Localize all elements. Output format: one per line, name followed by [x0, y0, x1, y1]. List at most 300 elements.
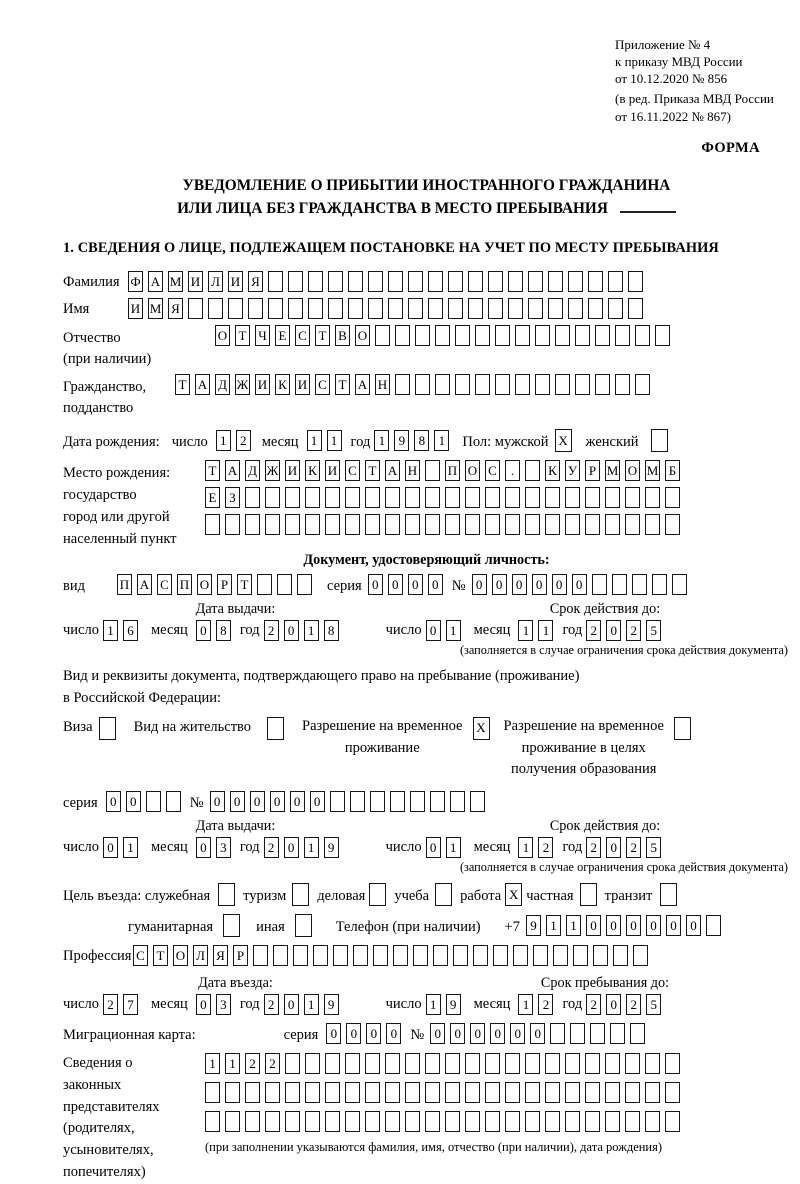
- identity-issue-year[interactable]: [264, 620, 344, 641]
- char-cell[interactable]: 0: [470, 1023, 485, 1044]
- char-cell[interactable]: [605, 514, 620, 535]
- char-cell[interactable]: 6: [123, 620, 138, 641]
- char-cell[interactable]: 9: [526, 915, 541, 936]
- char-cell[interactable]: 0: [196, 837, 211, 858]
- char-cell[interactable]: О: [173, 945, 188, 966]
- char-cell[interactable]: В: [335, 325, 350, 346]
- char-cell[interactable]: [672, 574, 687, 595]
- char-cell[interactable]: [445, 1053, 460, 1074]
- char-cell[interactable]: [292, 883, 309, 906]
- visa-checkbox[interactable]: [99, 717, 116, 740]
- char-cell[interactable]: [651, 429, 668, 452]
- char-cell[interactable]: 0: [626, 915, 641, 936]
- char-cell[interactable]: [645, 487, 660, 508]
- char-cell[interactable]: [285, 514, 300, 535]
- char-cell[interactable]: 2: [264, 994, 279, 1015]
- char-cell[interactable]: 0: [646, 915, 661, 936]
- char-cell[interactable]: [393, 945, 408, 966]
- char-cell[interactable]: [665, 487, 680, 508]
- birthplace-input-row1[interactable]: [205, 460, 685, 481]
- char-cell[interactable]: 0: [532, 574, 547, 595]
- char-cell[interactable]: [390, 791, 405, 812]
- char-cell[interactable]: [585, 1082, 600, 1103]
- char-cell[interactable]: [548, 298, 563, 319]
- char-cell[interactable]: [575, 325, 590, 346]
- char-cell[interactable]: [365, 514, 380, 535]
- char-cell[interactable]: [535, 374, 550, 395]
- char-cell[interactable]: 2: [586, 994, 601, 1015]
- char-cell[interactable]: [225, 1111, 240, 1132]
- char-cell[interactable]: [505, 1053, 520, 1074]
- char-cell[interactable]: [365, 1111, 380, 1132]
- char-cell[interactable]: [632, 574, 647, 595]
- char-cell[interactable]: [665, 514, 680, 535]
- char-cell[interactable]: [369, 883, 386, 906]
- char-cell[interactable]: [568, 271, 583, 292]
- purpose-business-checkbox[interactable]: [369, 883, 386, 906]
- char-cell[interactable]: [565, 1053, 580, 1074]
- purpose-transit-checkbox[interactable]: [660, 883, 677, 906]
- char-cell[interactable]: [405, 1082, 420, 1103]
- char-cell[interactable]: [205, 1111, 220, 1132]
- doc-seriya-input[interactable]: [368, 574, 448, 595]
- char-cell[interactable]: 0: [326, 1023, 341, 1044]
- char-cell[interactable]: 1: [426, 994, 441, 1015]
- char-cell[interactable]: [485, 1111, 500, 1132]
- char-cell[interactable]: 0: [606, 620, 621, 641]
- char-cell[interactable]: Д: [245, 460, 260, 481]
- char-cell[interactable]: 2: [264, 620, 279, 641]
- doc-type-input[interactable]: [117, 574, 317, 595]
- char-cell[interactable]: [665, 1082, 680, 1103]
- char-cell[interactable]: [450, 791, 465, 812]
- char-cell[interactable]: У: [565, 460, 580, 481]
- char-cell[interactable]: 0: [388, 574, 403, 595]
- char-cell[interactable]: П: [117, 574, 132, 595]
- char-cell[interactable]: [505, 487, 520, 508]
- char-cell[interactable]: 9: [324, 837, 339, 858]
- char-cell[interactable]: 1: [304, 620, 319, 641]
- char-cell[interactable]: 1: [566, 915, 581, 936]
- char-cell[interactable]: [433, 945, 448, 966]
- char-cell[interactable]: 0: [530, 1023, 545, 1044]
- char-cell[interactable]: [305, 1053, 320, 1074]
- char-cell[interactable]: [385, 514, 400, 535]
- entry-day[interactable]: [103, 994, 143, 1015]
- char-cell[interactable]: 0: [230, 791, 245, 812]
- char-cell[interactable]: 0: [572, 574, 587, 595]
- char-cell[interactable]: [253, 945, 268, 966]
- char-cell[interactable]: [208, 298, 223, 319]
- gender-female-checkbox[interactable]: [651, 429, 668, 452]
- char-cell[interactable]: [455, 325, 470, 346]
- char-cell[interactable]: [375, 325, 390, 346]
- char-cell[interactable]: А: [355, 374, 370, 395]
- char-cell[interactable]: [445, 1082, 460, 1103]
- char-cell[interactable]: [706, 915, 721, 936]
- char-cell[interactable]: [330, 791, 345, 812]
- char-cell[interactable]: 0: [126, 791, 141, 812]
- char-cell[interactable]: X: [505, 883, 522, 906]
- char-cell[interactable]: [265, 487, 280, 508]
- char-cell[interactable]: [628, 298, 643, 319]
- char-cell[interactable]: Б: [665, 460, 680, 481]
- char-cell[interactable]: [470, 791, 485, 812]
- char-cell[interactable]: [468, 271, 483, 292]
- char-cell[interactable]: 1: [446, 837, 461, 858]
- char-cell[interactable]: [428, 298, 443, 319]
- char-cell[interactable]: [99, 717, 116, 740]
- char-cell[interactable]: [388, 298, 403, 319]
- char-cell[interactable]: [293, 945, 308, 966]
- char-cell[interactable]: Н: [405, 460, 420, 481]
- char-cell[interactable]: [225, 514, 240, 535]
- char-cell[interactable]: С: [133, 945, 148, 966]
- char-cell[interactable]: [385, 487, 400, 508]
- purpose-work-checkbox[interactable]: [505, 883, 522, 906]
- char-cell[interactable]: О: [355, 325, 370, 346]
- char-cell[interactable]: [368, 298, 383, 319]
- char-cell[interactable]: М: [645, 460, 660, 481]
- residence-valid-month[interactable]: [518, 837, 558, 858]
- char-cell[interactable]: [265, 1111, 280, 1132]
- firstname-input[interactable]: [128, 298, 648, 319]
- char-cell[interactable]: [345, 487, 360, 508]
- char-cell[interactable]: Т: [175, 374, 190, 395]
- char-cell[interactable]: [625, 1053, 640, 1074]
- char-cell[interactable]: 0: [490, 1023, 505, 1044]
- identity-issue-day[interactable]: [103, 620, 143, 641]
- char-cell[interactable]: [625, 514, 640, 535]
- char-cell[interactable]: [353, 945, 368, 966]
- char-cell[interactable]: 8: [324, 620, 339, 641]
- char-cell[interactable]: 1: [538, 620, 553, 641]
- char-cell[interactable]: 0: [450, 1023, 465, 1044]
- char-cell[interactable]: 0: [606, 837, 621, 858]
- char-cell[interactable]: [325, 487, 340, 508]
- char-cell[interactable]: [345, 1111, 360, 1132]
- char-cell[interactable]: 0: [196, 620, 211, 641]
- char-cell[interactable]: [568, 298, 583, 319]
- char-cell[interactable]: Ч: [255, 325, 270, 346]
- char-cell[interactable]: [350, 791, 365, 812]
- char-cell[interactable]: [665, 1111, 680, 1132]
- char-cell[interactable]: [435, 883, 452, 906]
- char-cell[interactable]: [405, 1053, 420, 1074]
- char-cell[interactable]: [485, 1053, 500, 1074]
- residence-number-input[interactable]: [210, 791, 490, 812]
- char-cell[interactable]: [605, 1082, 620, 1103]
- char-cell[interactable]: [345, 1053, 360, 1074]
- char-cell[interactable]: [660, 883, 677, 906]
- char-cell[interactable]: 0: [586, 915, 601, 936]
- patronymic-input[interactable]: [215, 325, 675, 346]
- char-cell[interactable]: [146, 791, 161, 812]
- char-cell[interactable]: [485, 514, 500, 535]
- temp-residence-edu-checkbox[interactable]: [674, 717, 691, 740]
- char-cell[interactable]: 5: [646, 837, 661, 858]
- char-cell[interactable]: [595, 374, 610, 395]
- char-cell[interactable]: [655, 325, 670, 346]
- char-cell[interactable]: [528, 298, 543, 319]
- char-cell[interactable]: [268, 271, 283, 292]
- char-cell[interactable]: П: [177, 574, 192, 595]
- char-cell[interactable]: [528, 271, 543, 292]
- char-cell[interactable]: 1: [518, 620, 533, 641]
- char-cell[interactable]: И: [255, 374, 270, 395]
- char-cell[interactable]: [435, 325, 450, 346]
- char-cell[interactable]: [288, 271, 303, 292]
- char-cell[interactable]: 0: [472, 574, 487, 595]
- identity-valid-day[interactable]: [426, 620, 466, 641]
- char-cell[interactable]: А: [195, 374, 210, 395]
- char-cell[interactable]: 1: [374, 430, 389, 451]
- char-cell[interactable]: [605, 487, 620, 508]
- char-cell[interactable]: 1: [304, 994, 319, 1015]
- stay-day[interactable]: [426, 994, 466, 1015]
- entry-year[interactable]: [264, 994, 344, 1015]
- char-cell[interactable]: 9: [394, 430, 409, 451]
- char-cell[interactable]: [345, 1082, 360, 1103]
- char-cell[interactable]: 0: [512, 574, 527, 595]
- char-cell[interactable]: Л: [208, 271, 223, 292]
- char-cell[interactable]: [635, 374, 650, 395]
- char-cell[interactable]: [166, 791, 181, 812]
- char-cell[interactable]: [465, 514, 480, 535]
- char-cell[interactable]: [305, 1082, 320, 1103]
- residence-issue-day[interactable]: [103, 837, 143, 858]
- char-cell[interactable]: 2: [245, 1053, 260, 1074]
- char-cell[interactable]: [608, 271, 623, 292]
- purpose-tourism-checkbox[interactable]: [292, 883, 309, 906]
- char-cell[interactable]: X: [473, 717, 490, 740]
- char-cell[interactable]: [408, 298, 423, 319]
- char-cell[interactable]: 1: [103, 620, 118, 641]
- char-cell[interactable]: Е: [275, 325, 290, 346]
- char-cell[interactable]: 0: [210, 791, 225, 812]
- char-cell[interactable]: [425, 1053, 440, 1074]
- char-cell[interactable]: Н: [375, 374, 390, 395]
- char-cell[interactable]: А: [385, 460, 400, 481]
- char-cell[interactable]: [430, 791, 445, 812]
- char-cell[interactable]: 0: [492, 574, 507, 595]
- purpose-private-checkbox[interactable]: [580, 883, 597, 906]
- char-cell[interactable]: Я: [248, 271, 263, 292]
- char-cell[interactable]: 2: [626, 620, 641, 641]
- char-cell[interactable]: 3: [216, 837, 231, 858]
- char-cell[interactable]: 1: [546, 915, 561, 936]
- birth-day-input[interactable]: [216, 430, 256, 451]
- char-cell[interactable]: А: [148, 271, 163, 292]
- char-cell[interactable]: Я: [168, 298, 183, 319]
- char-cell[interactable]: 0: [284, 994, 299, 1015]
- char-cell[interactable]: [535, 325, 550, 346]
- char-cell[interactable]: [590, 1023, 605, 1044]
- char-cell[interactable]: [405, 1111, 420, 1132]
- purpose-other-checkbox[interactable]: [295, 914, 312, 937]
- purpose-official-checkbox[interactable]: [218, 883, 235, 906]
- char-cell[interactable]: [550, 1023, 565, 1044]
- char-cell[interactable]: 0: [606, 915, 621, 936]
- char-cell[interactable]: [605, 1111, 620, 1132]
- char-cell[interactable]: 0: [552, 574, 567, 595]
- gender-male-checkbox[interactable]: [555, 429, 572, 452]
- char-cell[interactable]: А: [137, 574, 152, 595]
- char-cell[interactable]: 1: [434, 430, 449, 451]
- char-cell[interactable]: 0: [386, 1023, 401, 1044]
- char-cell[interactable]: [295, 914, 312, 937]
- stay-month[interactable]: [518, 994, 558, 1015]
- migration-seriya-input[interactable]: [326, 1023, 406, 1044]
- char-cell[interactable]: [545, 514, 560, 535]
- char-cell[interactable]: [555, 374, 570, 395]
- char-cell[interactable]: 3: [216, 994, 231, 1015]
- char-cell[interactable]: [615, 325, 630, 346]
- birthplace-input-row2[interactable]: [205, 487, 685, 508]
- char-cell[interactable]: [555, 325, 570, 346]
- char-cell[interactable]: [665, 1053, 680, 1074]
- char-cell[interactable]: [625, 487, 640, 508]
- char-cell[interactable]: [553, 945, 568, 966]
- char-cell[interactable]: [625, 1082, 640, 1103]
- char-cell[interactable]: [525, 487, 540, 508]
- char-cell[interactable]: [405, 487, 420, 508]
- char-cell[interactable]: Е: [205, 487, 220, 508]
- char-cell[interactable]: 8: [216, 620, 231, 641]
- char-cell[interactable]: И: [285, 460, 300, 481]
- char-cell[interactable]: О: [215, 325, 230, 346]
- char-cell[interactable]: [325, 1082, 340, 1103]
- char-cell[interactable]: Т: [365, 460, 380, 481]
- char-cell[interactable]: Л: [193, 945, 208, 966]
- char-cell[interactable]: [525, 514, 540, 535]
- char-cell[interactable]: [588, 298, 603, 319]
- char-cell[interactable]: 1: [446, 620, 461, 641]
- char-cell[interactable]: [585, 487, 600, 508]
- char-cell[interactable]: [425, 1111, 440, 1132]
- char-cell[interactable]: Р: [585, 460, 600, 481]
- char-cell[interactable]: 0: [666, 915, 681, 936]
- char-cell[interactable]: [365, 1053, 380, 1074]
- char-cell[interactable]: 0: [284, 620, 299, 641]
- char-cell[interactable]: [615, 374, 630, 395]
- char-cell[interactable]: Т: [235, 325, 250, 346]
- char-cell[interactable]: [580, 883, 597, 906]
- char-cell[interactable]: З: [225, 487, 240, 508]
- char-cell[interactable]: М: [168, 271, 183, 292]
- char-cell[interactable]: 1: [518, 837, 533, 858]
- residence-valid-day[interactable]: [426, 837, 466, 858]
- char-cell[interactable]: .: [505, 460, 520, 481]
- char-cell[interactable]: [448, 298, 463, 319]
- doc-number-input[interactable]: [472, 574, 692, 595]
- char-cell[interactable]: [265, 1082, 280, 1103]
- char-cell[interactable]: И: [128, 298, 143, 319]
- char-cell[interactable]: [625, 1111, 640, 1132]
- char-cell[interactable]: [325, 1111, 340, 1132]
- char-cell[interactable]: 2: [236, 430, 251, 451]
- char-cell[interactable]: [265, 514, 280, 535]
- residence-issue-month[interactable]: [196, 837, 236, 858]
- char-cell[interactable]: [525, 1053, 540, 1074]
- char-cell[interactable]: И: [295, 374, 310, 395]
- char-cell[interactable]: [525, 460, 540, 481]
- char-cell[interactable]: 0: [196, 994, 211, 1015]
- char-cell[interactable]: [465, 487, 480, 508]
- char-cell[interactable]: 2: [538, 837, 553, 858]
- residence-permit-checkbox[interactable]: [267, 717, 284, 740]
- char-cell[interactable]: [545, 1082, 560, 1103]
- char-cell[interactable]: 1: [123, 837, 138, 858]
- birth-month-input[interactable]: [307, 430, 347, 451]
- char-cell[interactable]: [645, 514, 660, 535]
- char-cell[interactable]: М: [148, 298, 163, 319]
- char-cell[interactable]: Д: [215, 374, 230, 395]
- migration-number-input[interactable]: [430, 1023, 650, 1044]
- char-cell[interactable]: [565, 1082, 580, 1103]
- char-cell[interactable]: [373, 945, 388, 966]
- char-cell[interactable]: [635, 325, 650, 346]
- legal-reps-input-row1[interactable]: [205, 1053, 685, 1074]
- birth-year-input[interactable]: [374, 430, 454, 451]
- char-cell[interactable]: 8: [414, 430, 429, 451]
- purpose-study-checkbox[interactable]: [435, 883, 452, 906]
- char-cell[interactable]: [305, 1111, 320, 1132]
- char-cell[interactable]: Ж: [235, 374, 250, 395]
- char-cell[interactable]: [308, 271, 323, 292]
- char-cell[interactable]: [313, 945, 328, 966]
- char-cell[interactable]: [228, 298, 243, 319]
- char-cell[interactable]: [612, 574, 627, 595]
- char-cell[interactable]: [297, 574, 312, 595]
- char-cell[interactable]: [425, 1082, 440, 1103]
- char-cell[interactable]: С: [315, 374, 330, 395]
- char-cell[interactable]: [605, 1053, 620, 1074]
- char-cell[interactable]: [485, 487, 500, 508]
- char-cell[interactable]: 0: [284, 837, 299, 858]
- char-cell[interactable]: [368, 271, 383, 292]
- char-cell[interactable]: [425, 460, 440, 481]
- char-cell[interactable]: [277, 574, 292, 595]
- char-cell[interactable]: 1: [307, 430, 322, 451]
- char-cell[interactable]: [348, 298, 363, 319]
- char-cell[interactable]: [633, 945, 648, 966]
- char-cell[interactable]: 0: [346, 1023, 361, 1044]
- legal-reps-input-row2[interactable]: [205, 1082, 685, 1103]
- char-cell[interactable]: [592, 574, 607, 595]
- char-cell[interactable]: [485, 1082, 500, 1103]
- char-cell[interactable]: [425, 487, 440, 508]
- char-cell[interactable]: 0: [366, 1023, 381, 1044]
- char-cell[interactable]: [223, 914, 240, 937]
- char-cell[interactable]: [405, 514, 420, 535]
- birthplace-input-row3[interactable]: [205, 514, 685, 535]
- phone-input[interactable]: [526, 915, 726, 936]
- char-cell[interactable]: [455, 374, 470, 395]
- char-cell[interactable]: 0: [250, 791, 265, 812]
- char-cell[interactable]: 1: [327, 430, 342, 451]
- char-cell[interactable]: [475, 374, 490, 395]
- char-cell[interactable]: [674, 717, 691, 740]
- char-cell[interactable]: 2: [626, 837, 641, 858]
- char-cell[interactable]: О: [465, 460, 480, 481]
- char-cell[interactable]: [225, 1082, 240, 1103]
- char-cell[interactable]: [570, 1023, 585, 1044]
- char-cell[interactable]: 5: [646, 994, 661, 1015]
- char-cell[interactable]: [495, 325, 510, 346]
- char-cell[interactable]: [488, 298, 503, 319]
- char-cell[interactable]: [505, 514, 520, 535]
